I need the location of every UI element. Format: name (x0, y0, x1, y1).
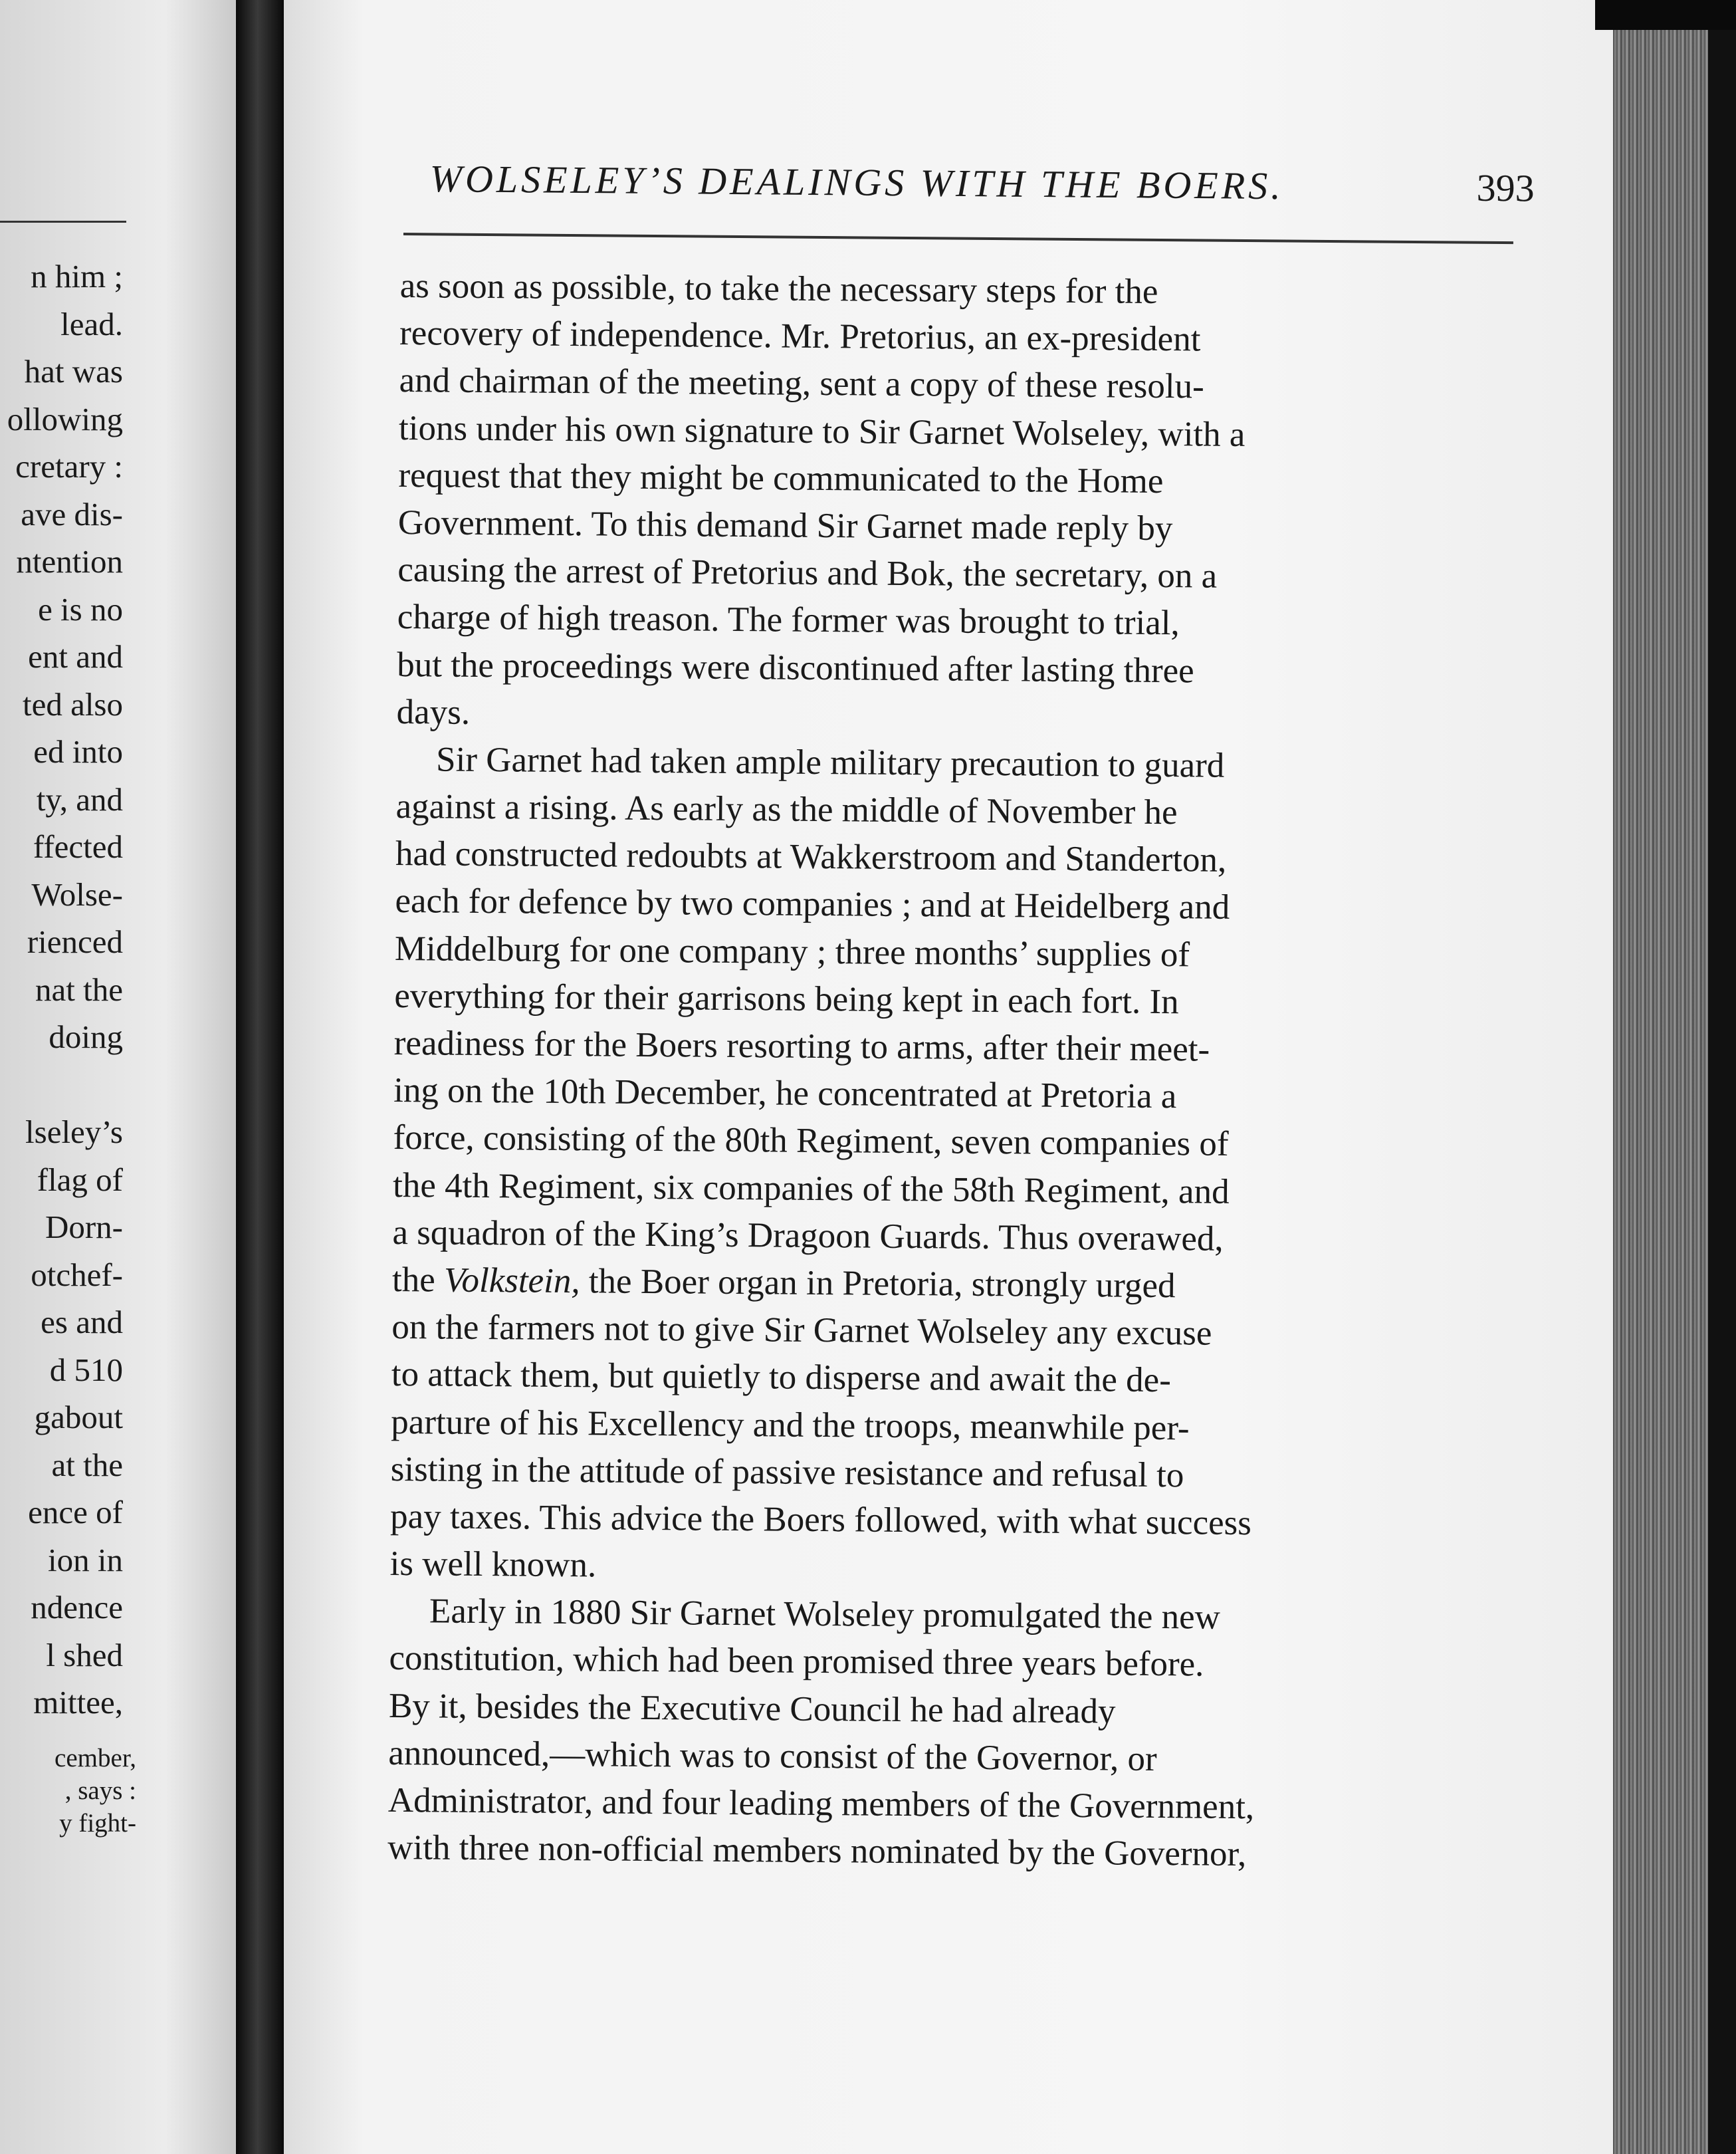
left-line: mittee, (33, 1684, 123, 1721)
book-top-shadow (1595, 0, 1736, 30)
left-line: ted also (22, 685, 123, 723)
text-line: causing the arrest of Pretorius and Bok, the secretary, on a (397, 550, 1218, 596)
text-line: had constructed redoubts at Wakkerstroom and Standerton, (395, 834, 1227, 880)
left-line: ntention (16, 543, 123, 580)
header-rule (403, 233, 1513, 244)
text-line: the 4th Regiment, six companies of the 58th Regiment, and (392, 1165, 1230, 1211)
page-number: 393 (1476, 166, 1535, 210)
text-line: sisting in the attitude of passive resistance and refusal to (390, 1449, 1184, 1495)
left-line: doing (49, 1018, 123, 1055)
left-line: ence of (28, 1494, 123, 1530)
text-line: readiness for the Boers resorting to arms, after their meet- (393, 1023, 1210, 1069)
left-page (0, 0, 236, 2154)
text-line: constitution, which had been promised three years before. (389, 1639, 1204, 1685)
text-line: tions under his own signature to Sir Garnet Wolseley, with a (398, 408, 1246, 454)
left-line: lseley’s (25, 1114, 123, 1150)
text-line: against a rising. As early as the middle of November he (395, 787, 1178, 832)
left-line: n him ; (31, 258, 123, 295)
text-line: on the farmers not to give Sir Garnet Wolseley any excuse (391, 1308, 1212, 1353)
left-line: ndence (31, 1589, 123, 1625)
paragraph-first-line: Sir Garnet had taken ample military precaution to guard (435, 740, 1225, 785)
left-footnote-line: y fight- (59, 1809, 136, 1838)
text-line: pay taxes. This advice the Boers followed, with what success (389, 1496, 1252, 1542)
text-line: parture of his Excellency and the troops, meanwhile per- (391, 1402, 1190, 1447)
left-line: ollowing (7, 400, 123, 437)
body-text (387, 263, 1613, 1881)
left-line: es and (41, 1304, 123, 1340)
left-line: ave dis- (21, 495, 123, 533)
left-line: gabout (34, 1399, 123, 1435)
text-line: By it, besides the Executive Council he had already (388, 1686, 1116, 1731)
right-page (284, 0, 1613, 2154)
running-head-title: WOLSELEY’S DEALINGS WITH THE BOERS. (429, 156, 1284, 208)
text-line: as soon as possible, to take the necessary steps for the (399, 266, 1158, 311)
text-line: request that they might be communicated to the Home (398, 455, 1164, 501)
text-line: Middelburg for one company ; three months’ supplies of (394, 929, 1190, 974)
left-line: e is no (38, 590, 123, 628)
left-line: l shed (46, 1636, 123, 1673)
text-line: everything for their garrisons being kept in each fort. In (394, 976, 1179, 1022)
text-line: a squadron of the King’s Dragoon Guards. Thus overawed, (392, 1213, 1224, 1258)
left-line: flag of (37, 1161, 123, 1198)
left-line: cretary : (15, 448, 123, 485)
left-footnote-line: , says : (64, 1776, 136, 1805)
left-line (0, 1061, 123, 1109)
text-fragment: the Boer organ in Pretoria, strongly urged (588, 1262, 1176, 1306)
paragraph-first-line: Early in 1880 Sir Garnet Wolseley promulgated the new (429, 1592, 1221, 1637)
left-line: lead. (60, 305, 123, 342)
text-line: days. (396, 692, 471, 732)
text-line: recovery of independence. Mr. Pretorius, an ex-president (399, 314, 1201, 359)
text-line: ing on the 10th December, he concentrated at Pretoria a (393, 1071, 1177, 1116)
left-footnote-line: cember, (54, 1744, 136, 1772)
left-page-footnotes (54, 1742, 136, 1840)
left-line: Dorn- (45, 1209, 123, 1245)
text-line: to attack them, but quietly to disperse and await the de- (391, 1355, 1172, 1400)
left-line: ion in (48, 1541, 123, 1578)
left-line: d 510 (49, 1351, 123, 1388)
book-edge-shadow (1708, 0, 1736, 2154)
left-line: hat was (24, 353, 123, 390)
left-line: ed into (33, 733, 123, 770)
left-page-text (0, 253, 123, 1727)
running-head (429, 156, 1613, 227)
left-line: ffected (33, 828, 123, 865)
left-line: Wolse- (31, 876, 123, 913)
left-line: rienced (27, 923, 123, 960)
left-page-rule (0, 221, 126, 223)
text-line: each for defence by two companies ; and at Heidelberg and (395, 882, 1230, 927)
book-gutter (236, 0, 284, 2154)
left-line: ty, and (36, 780, 123, 818)
text-line: but the proceedings were discontinued after lasting three (397, 645, 1194, 690)
text-line: Government. To this demand Sir Garnet made reply by (397, 503, 1173, 548)
text-line: is well known. (389, 1544, 597, 1585)
left-line: ent and (28, 638, 123, 675)
text-line: force, consisting of the 80th Regiment, seven companies of (393, 1118, 1229, 1164)
text-line: with three non-official members nominated by the Governor, (387, 1828, 1247, 1874)
text-line: Administrator, and four leading members of the Government, (387, 1780, 1255, 1827)
left-line: otchef- (31, 1256, 123, 1293)
text-line: and chairman of the meeting, sent a copy of these resolu- (399, 361, 1205, 406)
text-line: charge of high treason. The former was brought to trial, (397, 598, 1180, 643)
left-line: at the (51, 1446, 123, 1483)
volkstein-italic: Volkstein, (443, 1260, 580, 1301)
text-fragment: the (391, 1260, 435, 1300)
left-line: nat the (35, 971, 123, 1008)
text-line: announced,—which was to consist of the Governor, or (388, 1733, 1157, 1778)
